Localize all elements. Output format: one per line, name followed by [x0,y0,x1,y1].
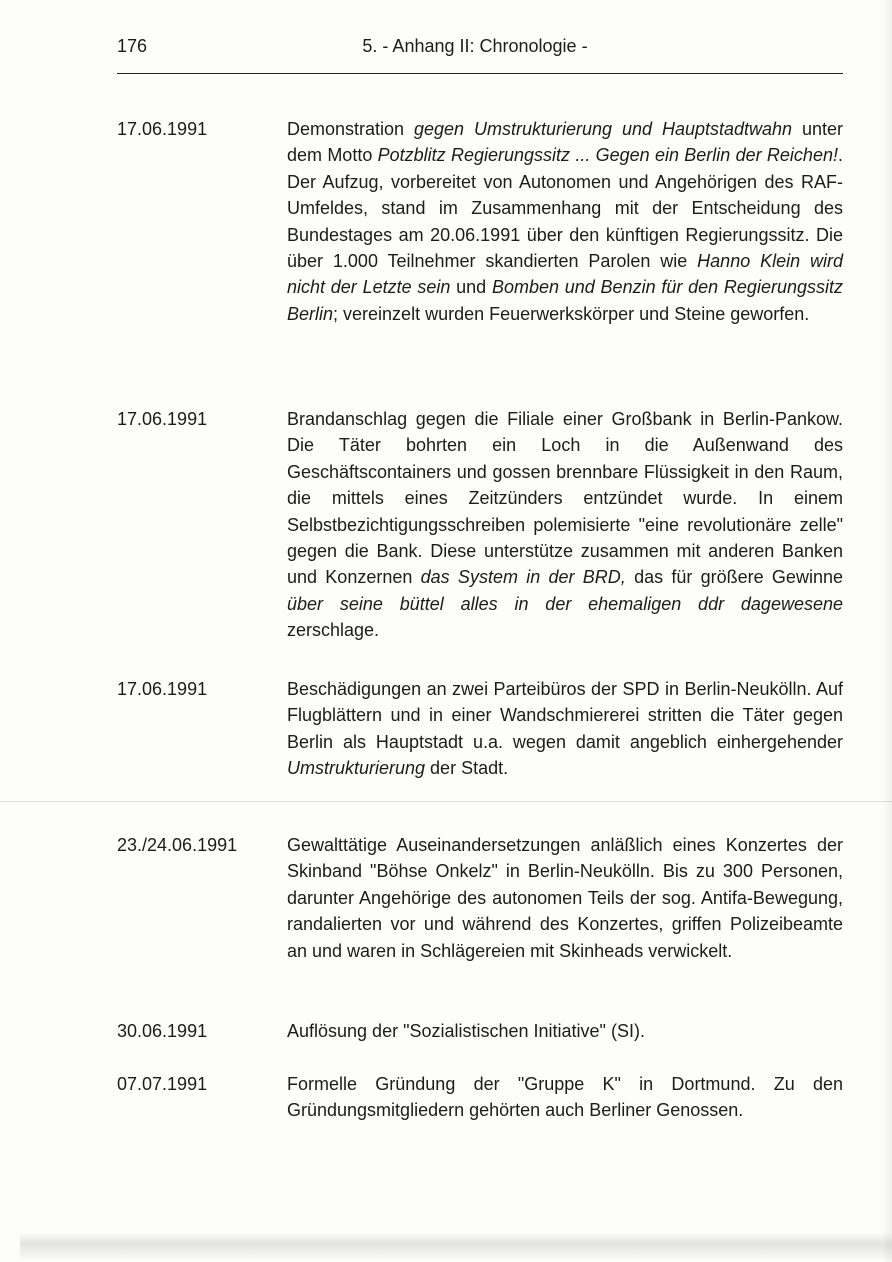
entry-text-italic: Potzblitz Regierungssitz ... Gegen ein Berlin der Reichen! [377,145,838,166]
scan-shadow [20,1232,892,1262]
entry-text-italic: gegen Umstrukturierung und Hauptstadtwahn [414,119,793,139]
entry-text-segment: Brandanschlag gegen die Filiale einer Großbank in Berlin-Pankow. Die Täter bohrten ein Loch in die Außenwand des Geschäftscontainers und gossen brennbare Flüssigkeit in den Raum, die mittels eines Zeitzünders entzündet wurde. In einem Selbstbezichtigungsschreiben polemisierte "eine revolutionäre zelle" gegen die Bank. Diese unterstütze zusammen mit anderen Banken und Konzernen [287,409,843,588]
entry-text [287,116,843,327]
page-number: 176 [117,36,148,56]
entry-text-segment: . Der Aufzug, vorbereitet von Autonomen und Angehörigen des RAF-Umfeldes, stand im Zusammenhang mit der Entscheidung des Bundestages am 20.06.1991 über den künftigen Regierungssitz. Die über 1.000 Teilnehmer skandierten Parolen wie [287,145,843,272]
entry-text-italic: Bomben und Benzin für den Regierungssitz Berlin [287,277,843,324]
entry-text-segment: und [450,277,492,298]
scan-shadow [882,0,892,1262]
entry-text-segment: Gewalttätige Auseinandersetzungen anläßlich eines Konzertes der Skinband "Böhse Onkelz" in Berlin-Neukölln. Bis zu 300 Personen, darunter Angehörige des autonomen Teils der sog. Antifa-Bewegung, randalierten vor und während des Konzertes, griffen Polizeibeamte an und waren in Schlägereien mit Skinheads verwickelt. [287,835,843,961]
running-title: 5. - Anhang II: Chronologie - [362,36,588,56]
entry-text [287,1018,843,1044]
entry-text [287,832,843,964]
entry-text-italic: Umstrukturierung [287,758,426,779]
entry-text-italic: das System in der BRD, [420,567,626,588]
entry-date: 07.07.1991 [117,1074,208,1094]
entry-text-segment: das für größere Gewinne [625,567,843,588]
entry-text-segment: Formelle Gründung der "Gruppe K" in Dortmund. Zu den Gründungsmitgliedern gehörten auch Berliner Genossen. [287,1074,843,1121]
entry-date: 23./24.06.1991 [117,835,238,855]
entry-text-segment: ; vereinzelt wurden Feuerwerkskörper und Steine geworfen. [333,303,810,324]
entry-text [287,1071,843,1124]
entry-text-segment: unter dem Motto [287,119,843,166]
entry-date: 17.06.1991 [117,119,208,139]
scan-fold-line [0,801,892,802]
entry-text-segment: der Stadt. [425,758,509,779]
entry-text-italic: Hanno Klein wird nicht der Letzte sein [287,251,843,298]
entry-text-segment: zerschlage. [287,620,380,641]
entry-text-italic: über seine büttel alles in der ehemaligen ddr dagewesene [287,593,843,614]
entry-date: 17.06.1991 [117,679,208,699]
entry-date: 30.06.1991 [117,1021,208,1041]
entry-text-segment: Demonstration [287,119,414,139]
entry-date: 17.06.1991 [117,409,208,429]
entry-text-segment: Auflösung der "Sozialistischen Initiative" (SI). [287,1021,645,1041]
entry-text-segment: Beschädigungen an zwei Parteibüros der SPD in Berlin-Neukölln. Auf Flugblättern und in einer Wandschmiererei stritten die Täter gegen Berlin als Hauptstadt u.a. wegen damit angeblich einhergehender [287,679,843,752]
header-rule [117,73,843,74]
entry-text [287,676,843,782]
entry-text [287,406,843,644]
